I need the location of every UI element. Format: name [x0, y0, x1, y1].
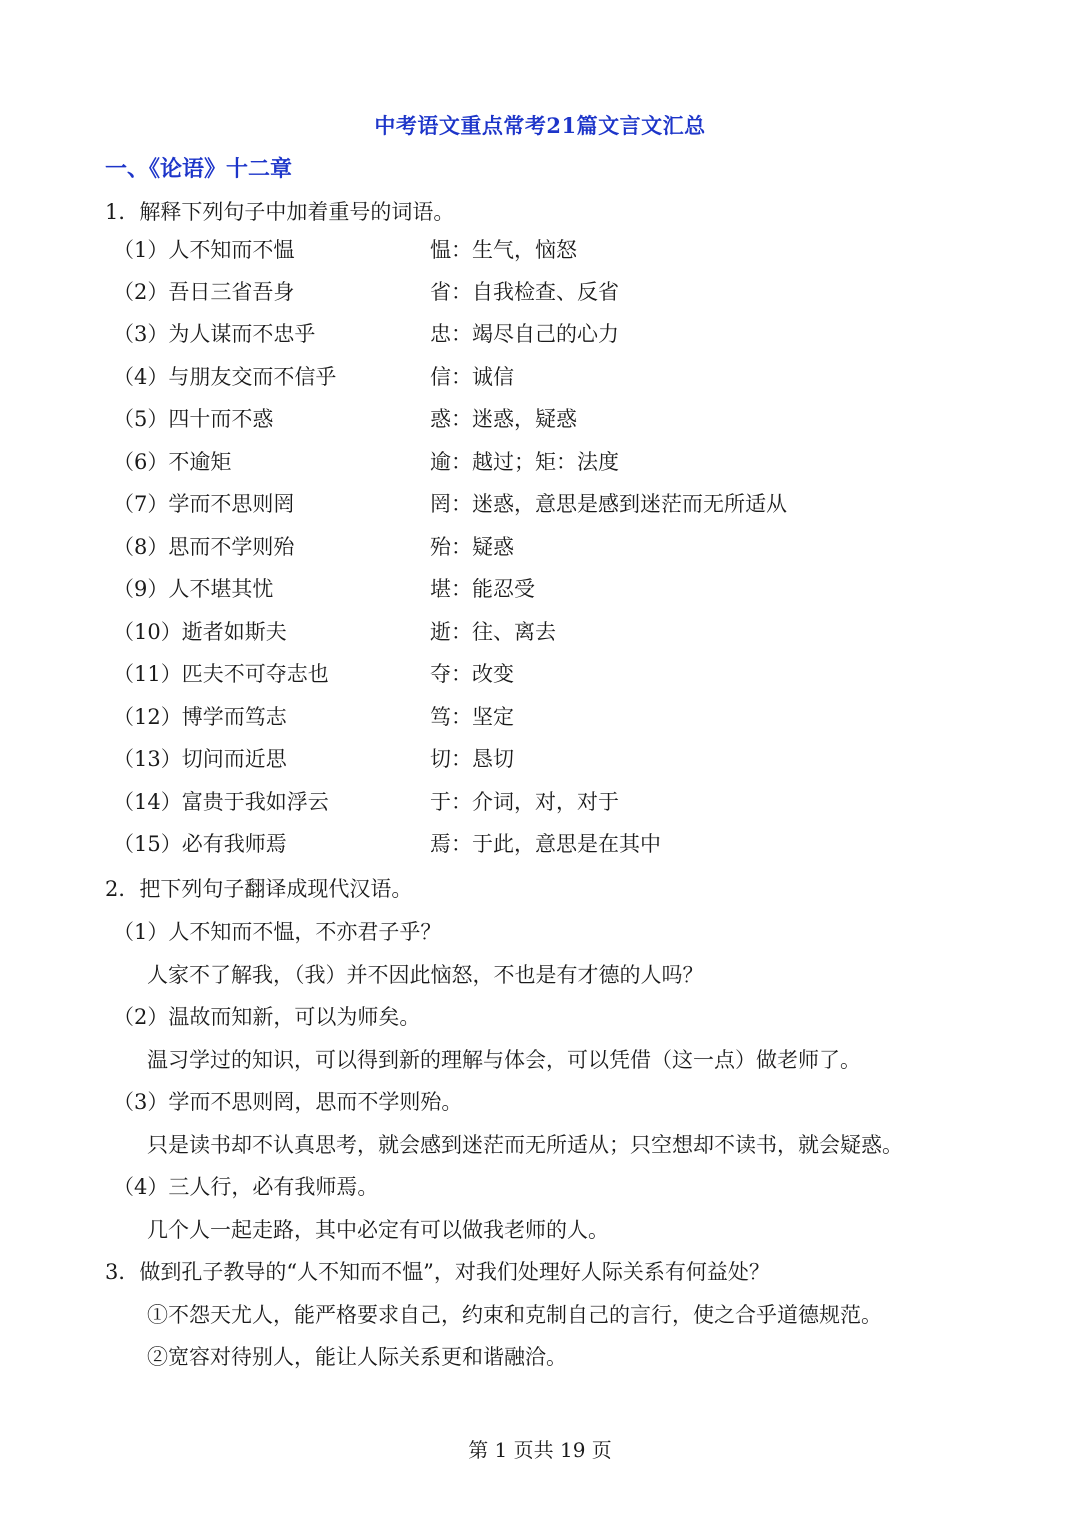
- answer-point: ②宽容对待别人，能让人际关系更和谐融洽。: [147, 1345, 567, 1369]
- vocab-row: [113, 786, 1013, 816]
- vocab-gloss: 逝：往、离去: [430, 620, 556, 644]
- vocab-gloss: 夺：改变: [430, 662, 514, 686]
- vocab-gloss: 信：诚信: [430, 365, 514, 389]
- vocab-row: [113, 276, 1013, 306]
- vocab-row: [113, 743, 1013, 773]
- vocab-sentence: （6）不逾矩: [113, 450, 232, 474]
- question-1-prompt: 1．解释下列句子中加着重号的词语。: [105, 200, 455, 224]
- vocab-gloss: 笃：坚定: [430, 705, 514, 729]
- vocab-sentence: （5）四十而不惑: [113, 407, 274, 431]
- translation-sentence: （4）三人行，必有我师焉。: [113, 1175, 379, 1199]
- vocab-gloss: 省：自我检查、反省: [430, 280, 619, 304]
- vocab-sentence: （15）必有我师焉: [113, 832, 287, 856]
- vocab-row: [113, 488, 1013, 518]
- vocab-row: [113, 701, 1013, 731]
- vocab-gloss: 罔：迷惑，意思是感到迷茫而无所适从: [430, 492, 787, 516]
- vocab-row: [113, 403, 1013, 433]
- vocab-row: [113, 573, 1013, 603]
- vocab-sentence: （8）思而不学则殆: [113, 535, 295, 559]
- question-2-prompt: 2．把下列句子翻译成现代汉语。: [105, 877, 413, 901]
- translation-answer: 温习学过的知识，可以得到新的理解与体会，可以凭借（这一点）做老师了。: [147, 1048, 861, 1072]
- vocab-row: [113, 616, 1013, 646]
- document-title: 中考语文重点常考21篇文言文汇总: [374, 113, 706, 138]
- translation-answer: 只是读书却不认真思考，就会感到迷茫而无所适从；只空想却不读书，就会疑惑。: [147, 1133, 903, 1157]
- page-number: 第 1 页共 19 页: [468, 1438, 612, 1462]
- vocab-sentence: （13）切问而近思: [113, 747, 287, 771]
- vocab-row: [113, 234, 1013, 264]
- vocab-sentence: （4）与朋友交而不信乎: [113, 365, 337, 389]
- vocab-gloss: 逾：越过；矩：法度: [430, 450, 619, 474]
- vocab-sentence: （7）学而不思则罔: [113, 492, 295, 516]
- vocab-gloss: 焉：于此，意思是在其中: [430, 832, 661, 856]
- translation-sentence: （3）学而不思则罔，思而不学则殆。: [113, 1090, 463, 1114]
- vocab-row: [113, 318, 1013, 348]
- vocab-row: [113, 361, 1013, 391]
- question-3-prompt: 3．做到孔子教导的“人不知而不愠”，对我们处理好人际关系有何益处？: [105, 1260, 770, 1284]
- vocab-gloss: 惑：迷惑，疑惑: [430, 407, 577, 431]
- vocab-sentence: （2）吾日三省吾身: [113, 280, 295, 304]
- vocab-gloss: 忠：竭尽自己的心力: [430, 322, 619, 346]
- translation-answer: 人家不了解我，（我）并不因此恼怒，不也是有才德的人吗？: [147, 963, 704, 987]
- vocab-gloss: 于：介词，对，对于: [430, 790, 619, 814]
- vocab-sentence: （9）人不堪其忧: [113, 577, 274, 601]
- answer-point: ①不怨天尤人，能严格要求自己，约束和克制自己的言行，使之合乎道德规范。: [147, 1303, 882, 1327]
- vocab-sentence: （3）为人谋而不忠乎: [113, 322, 316, 346]
- vocab-sentence: （12）博学而笃志: [113, 705, 287, 729]
- vocab-row: [113, 531, 1013, 561]
- translation-sentence: （2）温故而知新，可以为师矣。: [113, 1005, 421, 1029]
- vocab-sentence: （11）匹夫不可夺志也: [113, 662, 329, 686]
- vocab-gloss: 殆：疑惑: [430, 535, 514, 559]
- vocab-gloss: 堪：能忍受: [430, 577, 535, 601]
- translation-sentence: （1）人不知而不愠，不亦君子乎？: [113, 920, 442, 944]
- translation-answer: 几个人一起走路，其中必定有可以做我老师的人。: [147, 1218, 609, 1242]
- vocab-row: [113, 828, 1013, 858]
- vocab-sentence: （1）人不知而不愠: [113, 238, 295, 262]
- section-heading: 一、《论语》十二章: [105, 156, 293, 182]
- vocab-row: [113, 658, 1013, 688]
- vocab-row: [113, 446, 1013, 476]
- vocab-sentence: （14）富贵于我如浮云: [113, 790, 329, 814]
- vocab-gloss: 愠：生气，恼怒: [430, 238, 577, 262]
- vocab-gloss: 切：恳切: [430, 747, 514, 771]
- vocab-sentence: （10）逝者如斯夫: [113, 620, 287, 644]
